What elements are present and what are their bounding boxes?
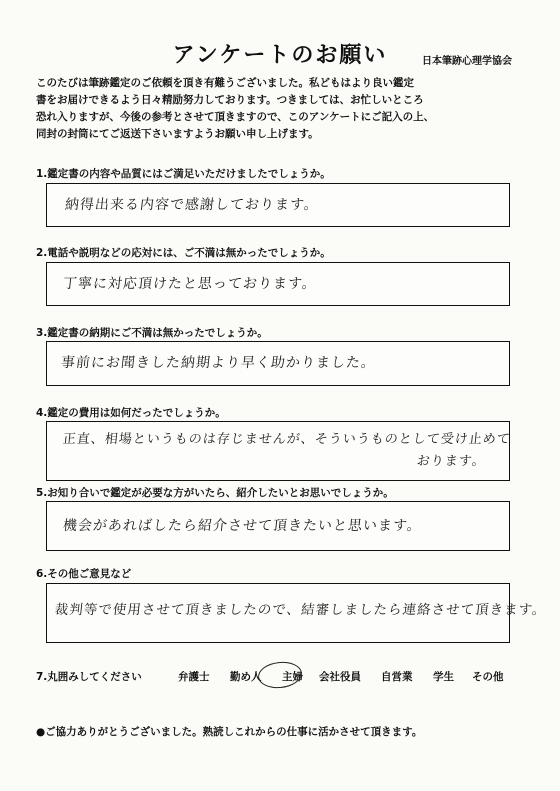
question-2-label: 2.電話や説明などの応対には、ご不満は無かったでしょうか。 xyxy=(36,247,331,259)
intro-line: 恐れ入りますが、今後の参考とさせて頂きますので、このアンケートにご記入の上、 xyxy=(36,111,435,123)
question-6-label: 6.その他ご意見など xyxy=(36,568,132,580)
intro-text xyxy=(36,75,524,143)
question-4-label: 4.鑑定の費用は如何だったでしょうか。 xyxy=(36,407,226,419)
question-3-label: 3.鑑定書の納期にご不満は無かったでしょうか。 xyxy=(36,327,268,339)
thanks-message: ●ご協力ありがとうございました。熟読しこれからの仕事に活かさせて頂きます。 xyxy=(36,726,423,738)
question-4-answer-line-2: おります。 xyxy=(416,454,487,469)
question-6-answer-box[interactable] xyxy=(46,583,548,643)
occupation-option-housewife[interactable]: 主婦 xyxy=(282,671,303,683)
question-1-label: 1.鑑定書の内容や品質にはご満足いただけましたでしょうか。 xyxy=(36,168,331,180)
selected-circle-mark xyxy=(257,660,303,690)
occupation-option-other[interactable]: その他 xyxy=(472,671,504,683)
organization-name: 日本筆跡心理学協会 xyxy=(422,56,512,67)
occupation-label: 7.丸囲みしてください xyxy=(36,671,142,683)
occupation-option-lawyer[interactable]: 弁護士 xyxy=(178,671,210,683)
question-2-answer-box[interactable] xyxy=(46,262,510,306)
question-1-answer-box[interactable] xyxy=(46,183,510,227)
intro-line: このたびは筆跡鑑定のご依頼を頂き有難うございました。私どもはより良い鑑定 xyxy=(36,77,414,89)
intro-line: 書をお届けできるよう日々精励努力しております。つきましては、お忙しいところ xyxy=(36,94,424,106)
occupation-option-self-employed[interactable]: 自営業 xyxy=(381,671,413,683)
question-5-label: 5.お知り合いで鑑定が必要な方がいたら、紹介したいとお思いでしょうか。 xyxy=(36,487,394,499)
occupation-option-student[interactable]: 学生 xyxy=(433,671,454,683)
question-3-answer: 事前にお聞きした納期より早く助かりました。 xyxy=(60,355,377,371)
question-5-answer-box[interactable] xyxy=(46,501,510,551)
page-title: アンケートのお願い xyxy=(172,43,388,68)
occupation-option-executive[interactable]: 会社役員 xyxy=(319,671,361,683)
intro-line: 同封の封筒にてご返送下さいますようお願い申し上げます。 xyxy=(36,128,319,140)
question-4-answer-line-1: 正直、相場というものは存じませんが、そういうものとして受け止めて xyxy=(62,432,512,447)
question-6-answer: 裁判等で使用させて頂きましたので、結審しましたら連絡させて頂きます。 xyxy=(53,602,548,618)
question-5-answer: 機会があればしたら紹介させて頂きたいと思います。 xyxy=(62,518,423,534)
question-4-answer-box[interactable] xyxy=(46,421,510,481)
question-3-answer-box[interactable] xyxy=(46,341,510,386)
occupation-option-employee[interactable]: 勤め人 xyxy=(230,671,262,683)
question-2-answer: 丁寧に対応頂けたと思っております。 xyxy=(62,276,318,292)
question-1-answer: 納得出来る内容で感謝しております。 xyxy=(64,197,320,213)
